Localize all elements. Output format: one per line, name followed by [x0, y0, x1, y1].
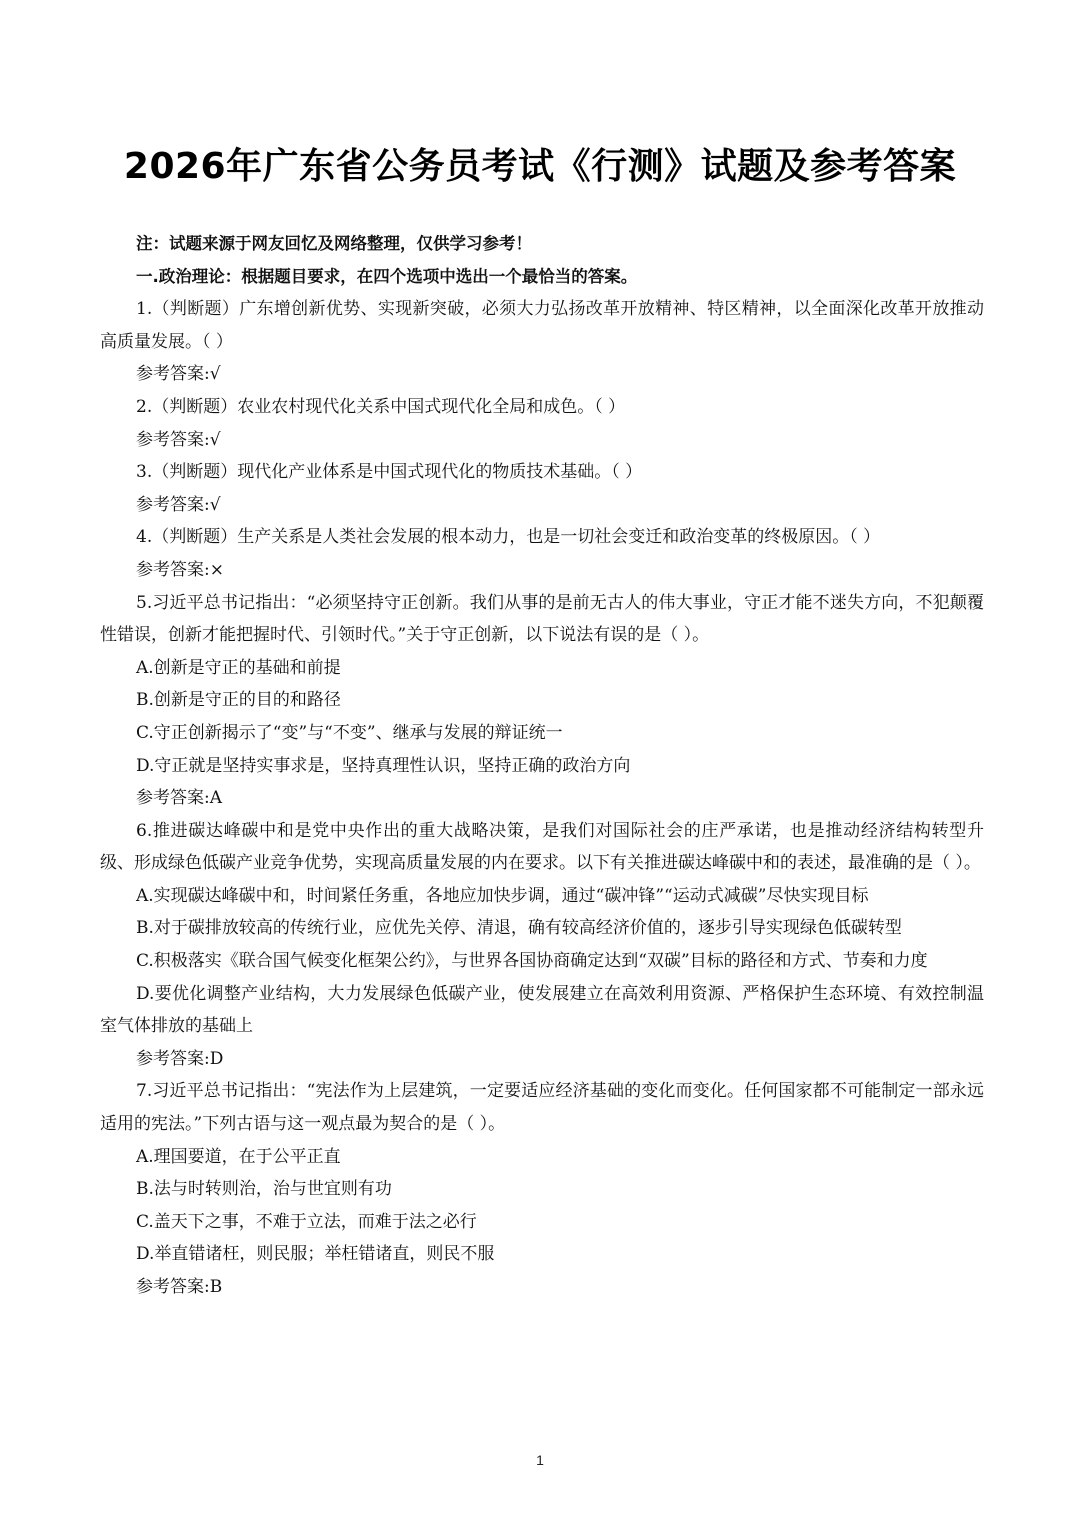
question-stem: 4.（判断题）生产关系是人类社会发展的根本动力，也是一切社会变迁和政治变革的终极原因。（ ）: [136, 527, 881, 548]
answer-option: C.积极落实《联合国气候变化框架公约》，与世界各国协商确定达到“双碳”目标的路径和方式、节奏和力度: [136, 951, 928, 972]
question-stem: 2.（判断题）农业农村现代化关系中国式现代化全局和成色。（ ）: [136, 396, 626, 417]
question-stem: 5.习近平总书记指出：“必须坚持守正创新。我们从事的是前无古人的伟大事业，守正才能不迷失方向，不犯颠覆性错误，创新才能把握时代、引领时代。”关于守正创新，以下说法有误的是（ ）。: [100, 592, 984, 646]
question-stem: 7.习近平总书记指出：“宪法作为上层建筑，一定要适应经济基础的变化而变化。任何国家都不可能制定一部永远适用的宪法。”下列古语与这一观点最为契合的是（ ）。: [100, 1081, 984, 1135]
reference-answer: 参考答案:A: [136, 788, 223, 809]
reference-answer: 参考答案:√: [136, 429, 221, 450]
answer-option: C.盖天下之事，不难于立法，而难于法之必行: [136, 1211, 477, 1232]
source-note: 注：试题来源于网友回忆及网络整理，仅供学习参考！: [136, 234, 532, 253]
answer-option: A.理国要道，在于公平正直: [136, 1146, 341, 1167]
answer-option: D.要优化调整产业结构，大力发展绿色低碳产业，使发展建立在高效利用资源、严格保护生态环境、有效控制温室气体排放的基础上: [100, 983, 984, 1037]
reference-answer: 参考答案:D: [136, 1048, 224, 1069]
section-heading: 一.政治理论：根据题目要求，在四个选项中选出一个最恰当的答案。: [136, 266, 638, 286]
answer-option: D.守正就是坚持实事求是，坚持真理性认识，坚持正确的政治方向: [136, 755, 631, 776]
answer-option: A.创新是守正的基础和前提: [136, 657, 341, 678]
question-stem: 3.（判断题）现代化产业体系是中国式现代化的物质技术基础。（ ）: [136, 462, 643, 483]
document-body: [100, 228, 984, 1304]
answer-option: B.创新是守正的目的和路径: [136, 690, 341, 711]
reference-answer: 参考答案:√: [136, 494, 221, 515]
answer-option: B.对于碳排放较高的传统行业，应优先关停、清退，确有较高经济价值的，逐步引导实现绿色低碳转型: [136, 918, 902, 939]
document-title: 2026年广东省公务员考试《行测》试题及参考答案: [123, 146, 957, 187]
page-number: 1: [536, 1452, 544, 1468]
reference-answer: 参考答案:√: [136, 364, 221, 385]
question-stem: 6.推进碳达峰碳中和是党中央作出的重大战略决策，是我们对国际社会的庄严承诺，也是推动经济结构转型升级、形成绿色低碳产业竞争优势，实现高质量发展的内在要求。以下有关推进碳达峰碳中和的表述，最准确的是（ ）。: [100, 820, 984, 874]
reference-answer: 参考答案:×: [136, 559, 224, 580]
question-stem: 1.（判断题）广东增创新优势、实现新突破，必须大力弘扬改革开放精神、特区精神，以全面深化改革开放推动高质量发展。（ ）: [100, 299, 984, 352]
answer-option: B.法与时转则治，治与世宜则有功: [136, 1179, 392, 1200]
answer-option: C.守正创新揭示了“变”与“不变”、继承与发展的辩证统一: [136, 722, 563, 743]
answer-option: A.实现碳达峰碳中和，时间紧任务重，各地应加快步调，通过“碳冲锋”“运动式减碳”尽快实现目标: [136, 885, 869, 906]
answer-option: D.举直错诸枉，则民服；举枉错诸直，则民不服: [136, 1244, 495, 1265]
reference-answer: 参考答案:B: [136, 1277, 223, 1297]
